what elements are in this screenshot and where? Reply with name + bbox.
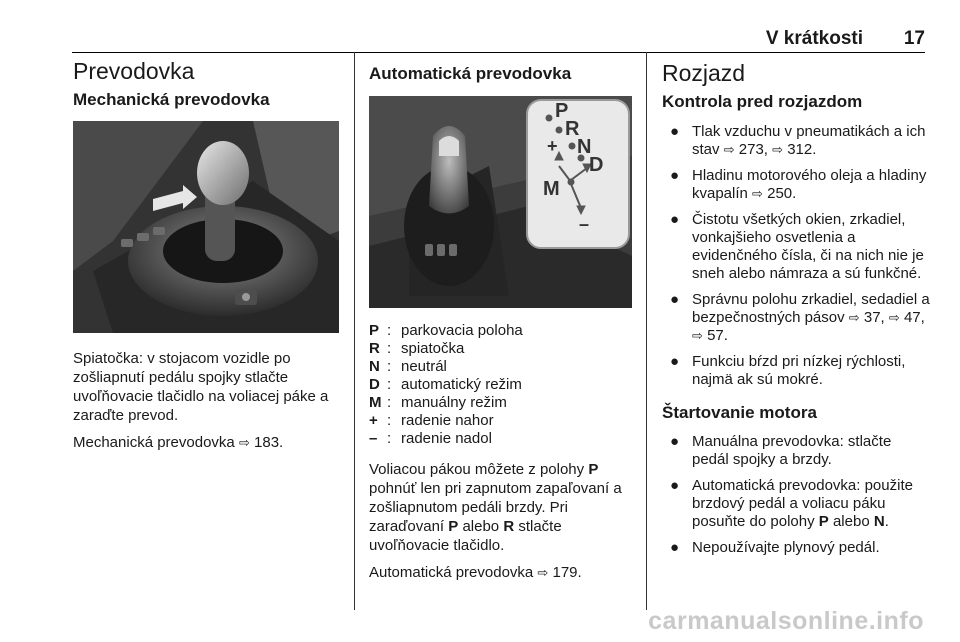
bullet-icon: ● — [670, 210, 680, 228]
page-reference[interactable]: 179. — [552, 564, 582, 582]
bullet-icon: ● — [670, 539, 680, 557]
legend-key: D — [369, 376, 380, 394]
automatic-ref-line — [369, 563, 634, 582]
bullet-icon: ● — [670, 166, 680, 184]
ref-arrow-icon: ⇨ — [848, 309, 860, 325]
legend-text: parkovacia poloha — [401, 322, 523, 340]
page-reference[interactable]: 57. — [707, 326, 728, 344]
page-reference[interactable]: 250. — [767, 184, 797, 202]
legend-row: N : neutrál — [369, 358, 447, 376]
page-reference[interactable]: 312. — [787, 140, 817, 158]
legend-row: D : automatický režim — [369, 376, 522, 394]
legend-text: radenie nadol — [401, 430, 492, 448]
page-header — [72, 28, 925, 50]
ref-arrow-icon: ⇨ — [692, 327, 703, 343]
bullet-icon: ● — [670, 122, 680, 140]
shift-pattern-inset — [529, 102, 627, 246]
list-item: ● Funkciu bŕzd pri nízkej rýchlosti, najmä ak sú mokré. — [670, 352, 906, 388]
inset-label-plus: + — [547, 136, 558, 157]
page-reference[interactable]: 47, — [903, 308, 925, 326]
legend-text: spiatočka — [401, 340, 465, 358]
right-column — [662, 60, 932, 567]
list-item: ● Tlak vzduchu v pneumatikách a ich stav ⇨ 273, ⇨ 312. — [670, 122, 926, 158]
legend-row: P : parkovacia poloha — [369, 322, 523, 340]
inset-label-minus: – — [579, 214, 590, 235]
page-reference[interactable]: 37, — [863, 308, 885, 326]
list-item: ● Automatická prevodovka: použite brzdový pedál a voliacu páku posuňte do polohy P alebo N. — [670, 477, 913, 531]
automatic-ref-text: Automatická prevodovka — [369, 564, 538, 582]
inset-label-p: P — [555, 100, 569, 123]
ref-arrow-icon: ⇨ — [888, 309, 900, 325]
start-subtitle: Štartovanie motora — [662, 402, 817, 422]
inset-label-m: M — [543, 178, 560, 201]
legend-key: – — [369, 430, 378, 448]
list-item: ● Čistotu všetkých okien, zrkadiel, vonkajšieho osvetlenia a evidenčného čísla, či na nich nie je sneh alebo námraza a sú funkčné. — [670, 210, 924, 282]
list-item: ● Hladinu motorového oleja a hladiny kvapalín ⇨ 250. — [670, 166, 927, 202]
inset-label-n: N — [577, 136, 592, 159]
manual-gear-image — [73, 121, 339, 333]
legend-row: R : spiatočka — [369, 340, 465, 358]
checks-list — [662, 123, 932, 389]
left-title: Prevodovka — [73, 58, 195, 84]
page-reference[interactable]: 183. — [254, 433, 284, 451]
checks-subtitle: Kontrola pred rozjazdom — [662, 92, 863, 112]
list-item: ● Správnu polohu zrkadiel, sedadiel a bezpečnostných pásov ⇨ 37, ⇨ 47, ⇨ 57. — [670, 290, 930, 344]
bullet-icon: ● — [670, 290, 680, 308]
legend-key: + — [369, 412, 378, 430]
inset-label-d: D — [589, 154, 604, 177]
ref-arrow-icon: ⇨ — [723, 141, 735, 157]
ref-arrow-icon: ⇨ — [537, 565, 549, 581]
left-column — [73, 58, 343, 460]
ref-arrow-icon: ⇨ — [752, 185, 763, 201]
bullet-icon: ● — [670, 477, 680, 495]
start-list — [662, 433, 932, 557]
right-title: Rozjazd — [662, 60, 746, 86]
legend-row: M : manuálny režim — [369, 394, 507, 412]
page-number: 17 — [903, 28, 925, 49]
legend-key: M — [369, 394, 382, 412]
watermark: carmanualsonline.info — [648, 607, 924, 635]
legend-row: + : radenie nahor — [369, 412, 494, 430]
column-divider-1 — [354, 52, 355, 610]
ref-arrow-icon: ⇨ — [772, 141, 784, 157]
section-title: V krátkosti — [765, 28, 863, 49]
manual-ref-line — [73, 433, 343, 452]
legend-key: N — [369, 358, 380, 376]
middle-subtitle: Automatická prevodovka — [369, 64, 572, 83]
reverse-gear-note: Spiatočka: v stojacom vozidle po zošliapnutí pedálu spojky stlačte uvoľňovacie tlačidlo na voliacej páke a zaraďte prevod. — [73, 349, 329, 424]
page-reference[interactable]: 273, — [738, 140, 768, 158]
legend-text: neutrál — [401, 358, 447, 376]
bullet-icon: ● — [670, 433, 680, 451]
left-subtitle: Mechanická prevodovka — [73, 90, 270, 110]
manual-ref-text: Mechanická prevodovka — [73, 433, 239, 451]
legend-key: R — [369, 340, 380, 358]
inset-label-r: R — [565, 118, 580, 141]
legend-text: manuálny režim — [401, 394, 507, 412]
bullet-icon: ● — [670, 352, 680, 370]
gear-legend — [369, 322, 634, 448]
legend-text: radenie nahor — [401, 412, 494, 430]
list-item: ● Nepoužívajte plynový pedál. — [670, 539, 880, 557]
legend-text: automatický režim — [401, 376, 522, 394]
list-item: ● Manuálna prevodovka: stlačte pedál spojky a brzdy. — [670, 433, 892, 469]
legend-key: P — [369, 322, 380, 340]
column-divider-2 — [646, 52, 647, 610]
manual-gear-illustration — [73, 121, 339, 333]
selector-note: Voliacou pákou môžete z polohy P pohnúť len pri zapnutom zapaľovaní a zošliapnutom pedáli brzdy. Pri zaraďovaní P alebo R stlačte uvoľňovacie tlačidlo. — [369, 461, 622, 555]
header-rule — [72, 52, 925, 53]
middle-column — [369, 64, 634, 590]
ref-arrow-icon: ⇨ — [238, 434, 250, 450]
automatic-gear-image — [369, 96, 632, 308]
legend-row: – : radenie nadol — [369, 430, 492, 448]
